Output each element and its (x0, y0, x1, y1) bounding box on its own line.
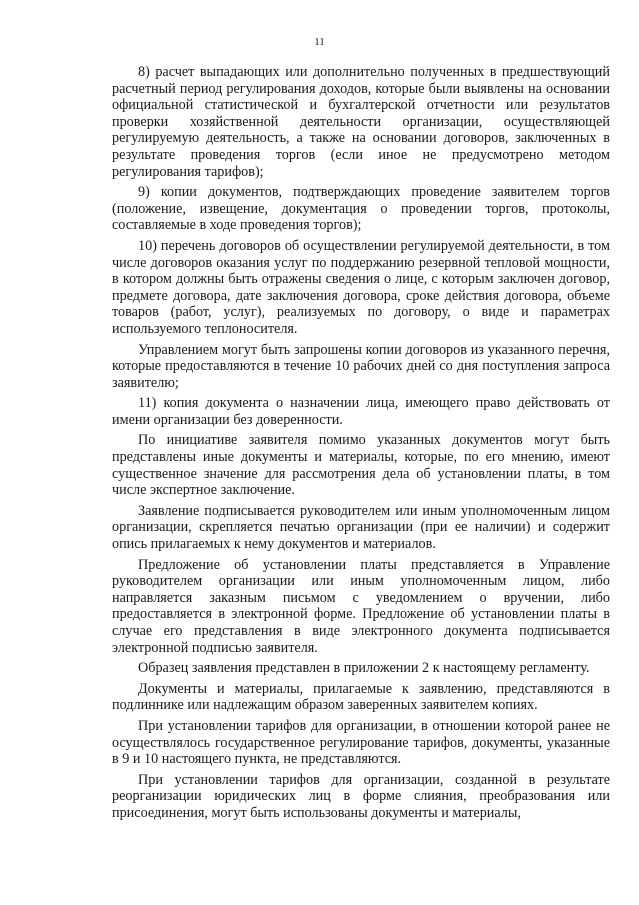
paragraph-reorganization: При установлении тарифов для организации, созданной в результате реорганизации юридических лиц в форме слияния, преобразования или присоединения, могут быть использованы документы и материалы, (112, 771, 610, 821)
paragraph-additional-documents: По инициативе заявителя помимо указанных документов могут быть представлены иные документы и материалы, которые, по его мнению, имеют существенное значение для рассмотрения дела об установлении платы, в том числе экспертное заключение. (112, 432, 610, 499)
paragraph-item-11: 11) копия документа о назначении лица, имеющего право действовать от имени организации без доверенности. (112, 395, 610, 428)
paragraph-item-10: 10) перечень договоров об осуществлении регулируемой деятельности, в том числе договоров оказания услуг по поддержанию резервной тепловой мощности, в котором должны быть отражены сведения о лице, с которым заключен договор, предмете договора, дате заключения договора, сроке действия договора, объеме товаров (работ, услуг), реализуемых по договору, о виде и параметрах используемого теплоносителя. (112, 237, 610, 337)
page-number: 11 (314, 36, 325, 48)
paragraph-originals: Документы и материалы, прилагаемые к заявлению, представляются в подлиннике или надлежащим образом заверенных заявителем копиях. (112, 680, 610, 714)
paragraph-item-8: 8) расчет выпадающих или дополнительно полученных в предшествующий расчетный период регулирования доходов, которые были выявлены на основании официальной статистической и бухгалтерской отчетности или результатов проверки хозяйственной деятельности организации, осуществляющей регулируемую деятельность, а также на основании договоров, заключенных в результате проведения торгов (если иное не предусмотрено методом регулирования тарифов); (112, 64, 610, 180)
paragraph-item-9: 9) копии документов, подтверждающих проведение заявителем торгов (положение, извещение, документация о проведении торгов, протоколы, составляемые в ходе проведения торгов); (112, 184, 610, 234)
paragraph-sample: Образец заявления представлен в приложении 2 к настоящему регламенту. (138, 660, 590, 677)
paragraph-new-organization: При установлении тарифов для организации, в отношении которой ранее не осуществлялось государственное регулирование тарифов, документы, указанные в 9 и 10 настоящего пункта, не представляются. (112, 717, 610, 768)
document-body (112, 64, 610, 826)
paragraph-submission: Предложение об установлении платы представляется в Управление руководителем организации или иным уполномоченным лицом, либо направляется заказным письмом с уведомлением о вручении, либо предоставляется в электронной форме. Предложение об установлении платы в случае его представления в виде электронного документа подписывается электронной подписью заявителя. (112, 556, 610, 656)
paragraph-contracts-request: Управлением могут быть запрошены копии договоров из указанного перечня, которые предоставляются в течение 10 рабочих дней со дня поступления запроса заявителю; (112, 341, 610, 391)
paragraph-signature: Заявление подписывается руководителем или иным уполномоченным лицом организации, скрепляется печатью организации (при ее наличии) и содержит опись прилагаемых к нему документов и материалов. (112, 502, 610, 553)
